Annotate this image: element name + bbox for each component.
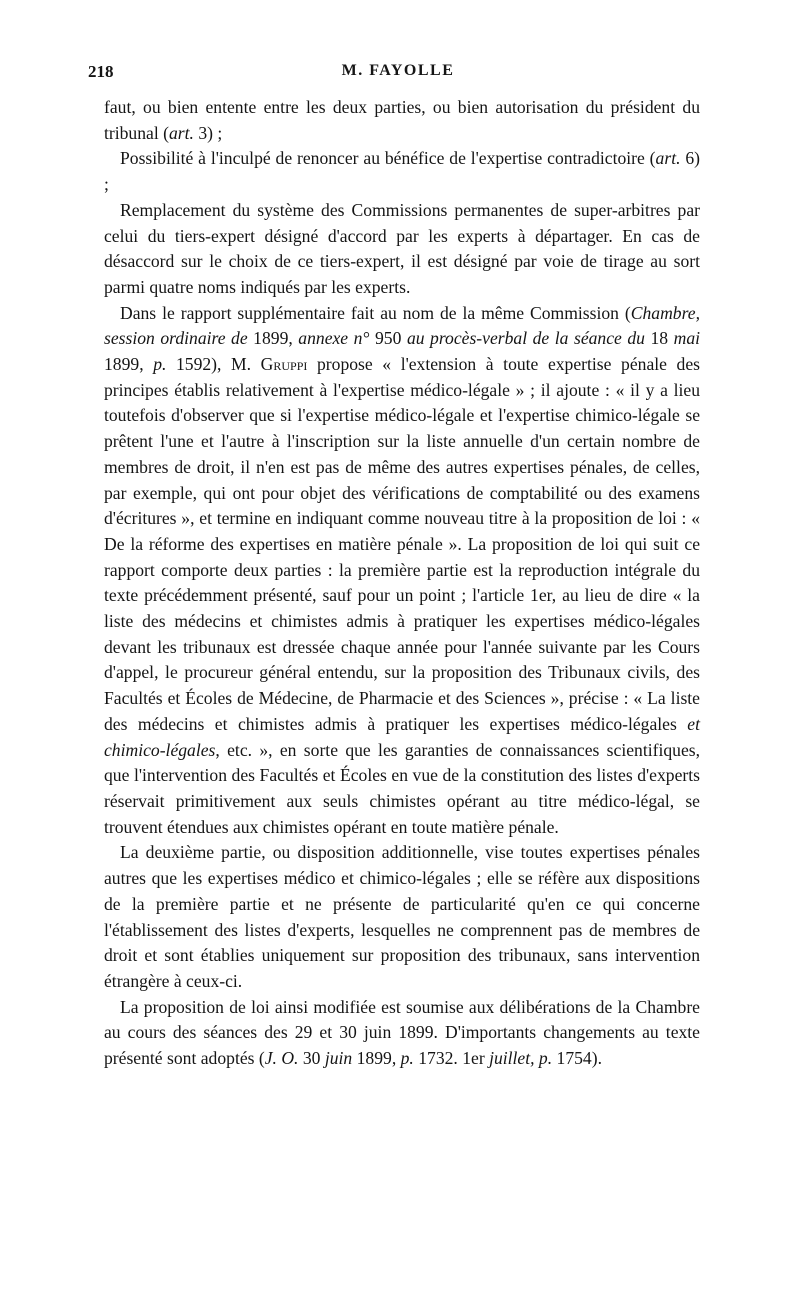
text-segment: La deuxième partie, ou disposition additionnelle, vise toutes expertises pénales autres que les expertises médico et chimico-légales ; elle se réfère aux dispositions de la première partie et ne présente de particularité qu'en ce qui concerne l'établissement des listes d'experts, lesquelles ne comprennent pas de membres de droit et sont établies uniquement sur proposition des tribunaux, sans intervention étrangère à ceux-ci. [104, 842, 700, 991]
italic-text-segment: p. [153, 354, 167, 375]
italic-text-segment: J. O. [264, 1048, 299, 1069]
text-segment: 3) ; [193, 122, 223, 143]
running-head-author: M. FAYOLLE [341, 62, 455, 79]
italic-text-segment: au procès-verbal de la séance du [406, 328, 645, 349]
italic-text-segment: art. [655, 148, 681, 169]
paragraph [104, 198, 700, 301]
text-segment: , etc. », en sorte que les garanties de connaissances scientifiques, que l'intervention des Facultés et Écoles en vue de la constitution des listes d'experts réservait primitivement aux seuls chimistes opérant au titre médico-légal, se trouvent étendues aux chimistes opérant en toute matière pénale. [104, 739, 700, 837]
paragraph [104, 301, 700, 841]
paragraph [104, 146, 700, 197]
text-segment: 1592), M. [166, 354, 261, 375]
italic-text-segment: p. [400, 1048, 414, 1069]
italic-text-segment: annexe n° [298, 328, 370, 349]
text-segment: Possibilité à l'inculpé de renoncer au bénéfice de l'expertise contradictoire ( [120, 148, 656, 169]
text-segment: 30 [298, 1048, 325, 1069]
body-text [104, 95, 700, 1072]
text-segment: 1732. 1er [413, 1048, 490, 1069]
page-number: 218 [88, 62, 114, 81]
page-header [88, 62, 708, 88]
text-segment: 6) ; [104, 148, 700, 195]
text-segment: Remplacement du système des Commissions permanentes de super-arbitres par celui du tiers-expert désigné d'accord par les experts à départager. En cas de désaccord sur le choix de ce tiers-expert, il est désigné par voie de tirage au sort parmi quatre noms indiqués par les experts. [104, 199, 700, 297]
italic-text-segment: juin [324, 1048, 353, 1069]
italic-text-segment: et chimico-légales [104, 713, 700, 760]
text-segment: 1899, [104, 354, 154, 375]
text-segment: 1754). [552, 1048, 602, 1069]
italic-text-segment: Chambre, session ordinaire de [104, 302, 700, 349]
italic-text-segment: art. [168, 122, 194, 143]
paragraph [104, 95, 700, 146]
text-segment: La proposition de loi ainsi modifiée est soumise aux délibérations de la Chambre au cours des séances des 29 et 30 juin 1899. D'importants changements au texte présenté sont adoptés ( [104, 996, 700, 1069]
text-segment: 950 [369, 328, 407, 349]
text-segment: 18 [644, 328, 674, 349]
small-caps-name: Gruppi [260, 354, 308, 375]
text-segment: faut, ou bien entente entre les deux parties, ou bien autorisation du président du tribunal ( [104, 97, 700, 143]
text-segment: propose « l'extension à toute expertise pénale des principes établis relativement à l'expertise médico-légale » ; il ajoute : « il y a lieu toutefois d'observer que si l'expertise médico-légale et l'expertise chimico-légale se prêtent l'une et l'autre à l'inscription sur la liste annuelle d'un certain nombre de membres de droit, il n'en est pas de même des autres expertises pénales, de celles, par exemple, qui ont pour objet des vérifications de comptabilité ou des examens d'écritures », et termine en indiquant comme nouveau titre à la proposition de loi : « De la réforme des expertises en matière pénale ». La proposition de loi qui suit ce rapport comporte deux parties : la première partie est la reproduction intégrale du texte précédemment présenté, sauf pour un point ; l'article 1er, au lieu de dire « la liste des médecins et chimistes admis à pratiquer les expertises médico-légales devant les tribunaux est dressée chaque année pour l'année suivante par les Cours d'appel, le procureur général entendu, sur la proposition des Tribunaux civils, des Facultés et Écoles de Médecine, de Pharmacie et des Sciences », précise : « La liste des médecins et chimistes admis à pratiquer les expertises médico-légales [104, 354, 701, 734]
italic-text-segment: mai [673, 328, 701, 349]
text-segment: 1899, [247, 328, 299, 349]
paragraph [104, 995, 700, 1072]
italic-text-segment: juillet, p. [489, 1048, 553, 1069]
text-segment: Dans le rapport supplémentaire fait au nom de la même Commission ( [120, 302, 631, 323]
paragraph [104, 840, 700, 994]
text-segment: 1899, [352, 1048, 401, 1069]
